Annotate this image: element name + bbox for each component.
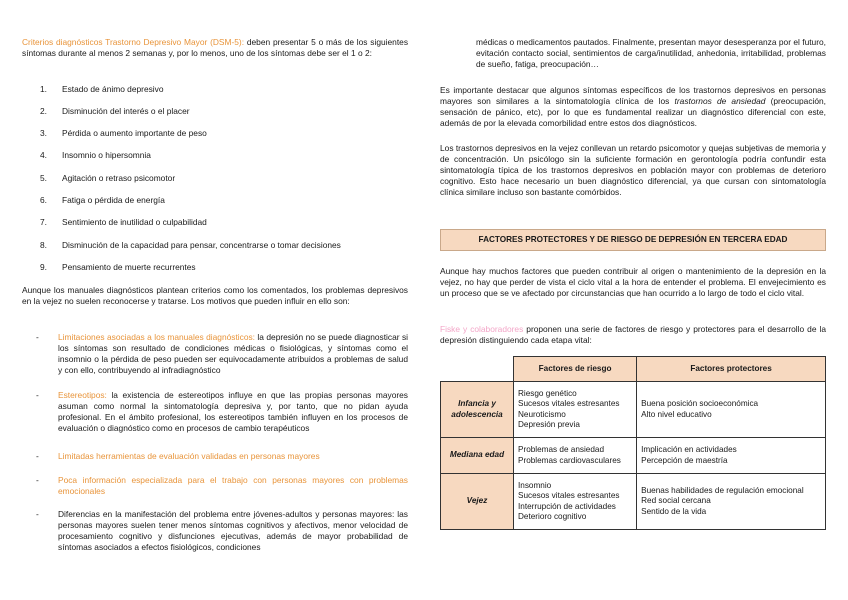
protective-cell: Buena posición socioeconómica Alto nivel educativo [637,382,826,438]
stage-cell: Mediana edad [441,438,514,474]
criterion-item: 6. Fatiga o pérdida de energía [40,195,165,205]
risk-cell: Problemas de ansiedad Problemas cardiovasculares [514,438,637,474]
criterion-item: 2. Disminución del interés o el placer [40,106,190,116]
dsm-title: Criterios diagnósticos Trastorno Depresivo Mayor (DSM-5): [22,37,245,47]
continuation-paragraph: médicas o medicamentos pautados. Finalmente, presentan mayor desesperanza por el futuro, evitación contacto social, sentimientos de carga/inutilidad, anhedonia, irritabilidad, problemas de sueño, fatiga, preocupación… [476,37,826,69]
criterion-item: 5. Agitación o retraso psicomotor [40,173,176,183]
fiske-author: Fiske y colaboradores [440,324,524,334]
risk-header: Factores de riesgo [514,357,637,382]
reason-item: - Limitaciones asociadas a los manuales diagnósticos: la depresión no se puede diagnosticar si los síntomas son resultado de condiciones médicas o fisiológicas, y síntomas como el insomnio o la pérdida de peso pueden ser equivocadamente atribuidos a problemas de salud y con ello, contribuyendo al infradiagnóstico [36,332,408,375]
table-corner [441,357,514,382]
risk-cell: Insomnio Sucesos vitales estresantes Interrupción de actividades Deterioro cognitivo [514,474,637,530]
protective-cell: Implicación en actividades Percepción de maestría [637,438,826,474]
protective-header: Factores protectores [637,357,826,382]
protective-cell: Buenas habilidades de regulación emocional Red social cercana Sentido de la vida [637,474,826,530]
anxiety-paragraph: Es importante destacar que algunos síntomas específicos de los trastornos depresivos en personas mayores son similares a la sintomatología clínica de los trastornos de ansiedad (preocupación, sensación de pánico, etc), por lo que es fundamental realizar un diagnóstico diferencial con este, además de por la elevada comorbilidad entre estos dos diagnósticos. [440,85,827,128]
criterion-item: 4. Insomnio o hipersomnia [40,150,151,160]
fiske-paragraph: Fiske y colaboradores proponen una serie de factores de riesgo y protectores para el desarrollo de la depresión distinguiendo cada etapa vital: [440,324,826,345]
criterion-item: 8. Disminución de la capacidad para pensar, concentrarse o tomar decisiones [40,240,341,250]
reason-item: - Poca información especializada para el trabajo con personas mayores con problemas emocionales [36,475,408,496]
stage-cell: Infancia y adolescencia [441,382,514,438]
table-row [441,438,826,474]
stage-cell: Vejez [441,474,514,530]
table-header-row [441,357,826,382]
dsm-intro-text: deben presentar 5 o más de los siguientes síntomas durante al menos 2 semanas y, por lo menos, uno de los síntomas debe ser el 1 o 2: [22,37,409,58]
risk-cell: Riesgo genético Sucesos vitales estresantes Neuroticismo Depresión previa [514,382,637,438]
criterion-item: 3. Pérdida o aumento importante de peso [40,128,207,138]
lifecycle-paragraph: Aunque hay muchos factores que pueden contribuir al origen o mantenimiento de la depresión en la vejez, no hay que perder de vista el ciclo vital a la hora de entender el problema. El envejecimiento es un proceso que se ve afectado por circunstancias que han ocurrido a lo largo de todo el ciclo vital. [440,266,826,298]
criterion-item: 1. Estado de ánimo depresivo [40,84,164,94]
table-row [441,474,826,530]
table-row [441,382,826,438]
reason-item: - Limitadas herramientas de evaluación validadas en personas mayores [36,451,320,461]
dsm-intro [22,37,408,59]
criterion-item: 9. Pensamiento de muerte recurrentes [40,262,196,272]
manuals-paragraph: Aunque los manuales diagnósticos plantean criterios como los comentados, los problemas depresivos en la vejez no suelen reconocerse y tratarse. Los motivos que pueden influir en ello son: [22,285,408,306]
reason-item: - Estereotipos: la existencia de estereotipos influye en que las propias personas mayores asuman como normal la sintomatología depresiva y, por tanto, que no pidan ayuda profesional. En el ámbito profesional, los estereotipos también influyen en los procesos de evaluación o diagnóstico como en procesos de cambio terapéuticos [36,390,408,433]
risk-factors-table [440,356,826,530]
criterion-item: 7. Sentimiento de inutilidad o culpabilidad [40,217,207,227]
psychomotor-paragraph: Los trastornos depresivos en la vejez conllevan un retardo psicomotor y quejas subjetivas de memoria y de concentración. Un psicólogo sin la suficiente formación en gerontología podría confundir esta sintomatología típica de los trastornos depresivos en población mayor con problemas de deterioro cognitivo. Esto hace necesario un buen diagnóstico diferencial, ya que cursan con sintomatología clínica similare incluso son bastante comórbidos. [440,143,826,197]
reason-item: - Diferencias en la manifestación del problema entre jóvenes-adultos y personas mayores: las personas mayores suelen tener menos síntomas cognitivos y afectivos, menor velocidad de procesamiento cognitivo y disfunciones ejecutivas, además de mayor probabilidad de síntomas asociados a efectos fisiológicos, condiciones [36,509,408,552]
section-heading: FACTORES PROTECTORES Y DE RIESGO DE DEPRESIÓN EN TERCERA EDAD [440,229,826,251]
